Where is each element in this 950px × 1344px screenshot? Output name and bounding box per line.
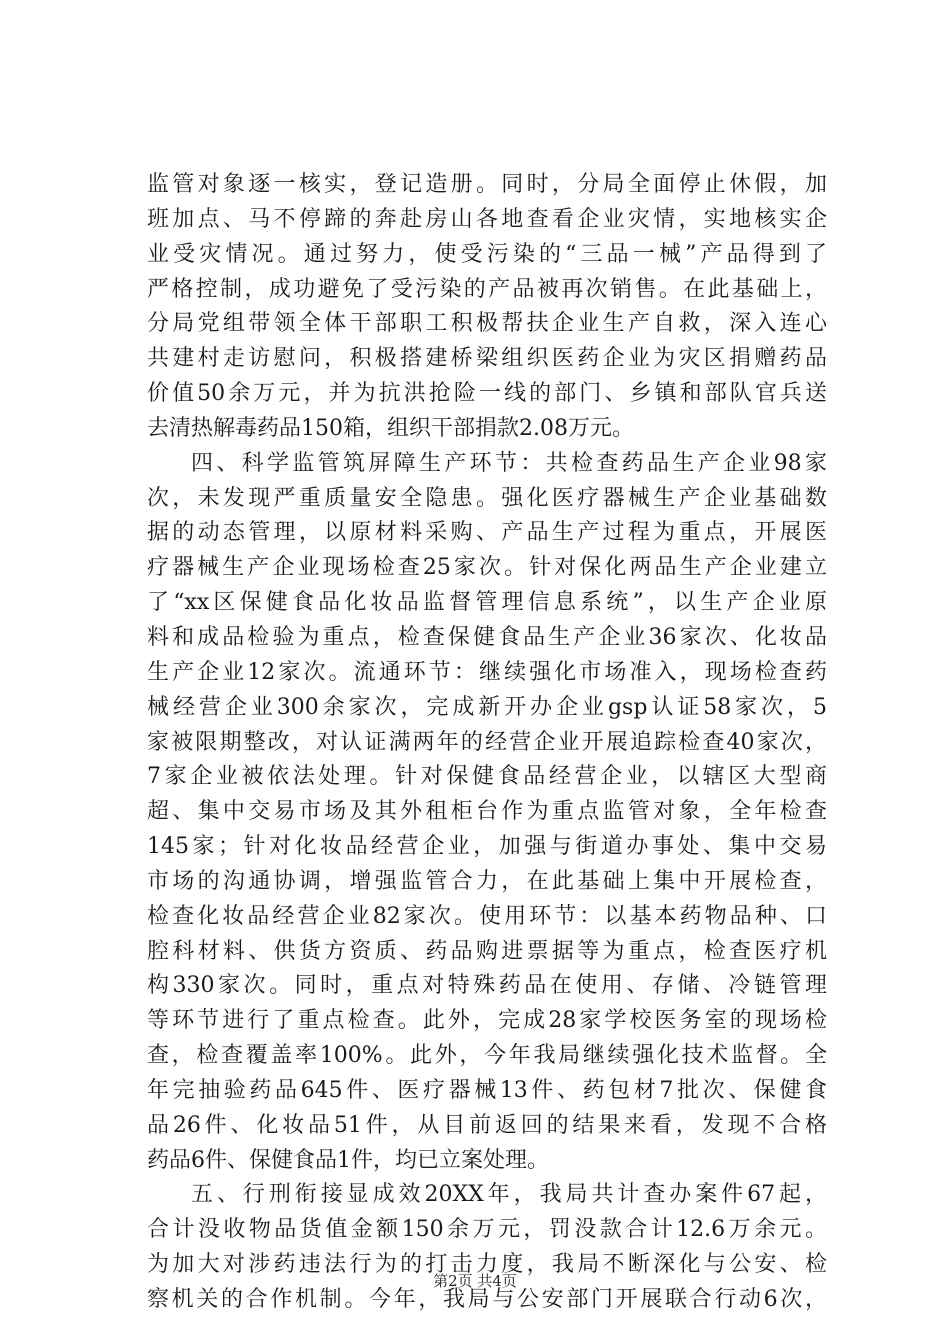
text-line: 料和成品检验为重点，检查保健食品生产企业36家次、化妆品	[147, 624, 827, 650]
text-line: 分局党组带领全体干部职工积极帮扶企业生产自救，深入连心	[147, 311, 827, 337]
text-line: 检查化妆品经营企业82家次。使用环节：以基本药物品种、口	[147, 903, 827, 929]
text-line: 四、科学监管筑屏障生产环节：共检查药品生产企业98家	[191, 450, 827, 476]
text-line: 价值50余万元，并为抗洪抢险一线的部门、乡镇和部队官兵送	[147, 381, 827, 407]
page-footer: 第2页 共4页	[433, 1272, 517, 1290]
text-line: 班加点、马不停蹄的奔赴房山各地查看企业灾情，实地核实企	[147, 206, 827, 232]
text-line: 疗器械生产企业现场检查25家次。针对保化两品生产企业建立	[147, 555, 827, 581]
text-line: 构330家次。同时，重点对特殊药品在使用、存储、冷链管理	[147, 973, 827, 999]
text-line: 据的动态管理，以原材料采购、产品生产过程为重点，开展医	[147, 520, 827, 546]
text-line: 查，检查覆盖率100%。此外，今年我局继续强化技术监督。全	[147, 1043, 827, 1069]
text-line: 腔科材料、供货方资质、药品购进票据等为重点，检查医疗机	[147, 938, 827, 964]
text-line: 察机关的合作机制。今年，我局与公安部门开展联合行动6次，	[147, 1287, 827, 1312]
text-line: 次，未发现严重质量安全隐患。强化医疗器械生产企业基础数	[147, 485, 827, 511]
text-line: 共建村走访慰问，积极搭建桥梁组织医药企业为灾区捐赠药品	[147, 346, 827, 372]
text-line: 五、行刑衔接显成效20XX年，我局共计查办案件67起，	[191, 1182, 827, 1208]
text-line: 械经营企业300余家次，完成新开办企业gsp认证58家次，5	[147, 694, 827, 720]
text-line: 合计没收物品货值金额150余万元，罚没款合计12.6万余元。	[147, 1217, 827, 1243]
text-line: 145家；针对化妆品经营企业，加强与街道办事处、集中交易	[147, 834, 827, 860]
text-line: 严格控制，成功避免了受污染的产品被再次销售。在此基础上，	[147, 276, 827, 302]
text-line: 家被限期整改，对认证满两年的经营企业开展追踪检查40家次，	[147, 729, 827, 755]
text-line: 了“xx区保健食品化妆品监督管理信息系统”，以生产企业原	[147, 590, 827, 616]
text-line: 品26件、化妆品51件，从目前返回的结果来看，发现不合格	[147, 1112, 827, 1138]
text-line: 7家企业被依法处理。针对保健食品经营企业，以辖区大型商	[147, 764, 827, 790]
text-line: 药品6件、保健食品1件，均已立案处理。	[147, 1147, 549, 1173]
text-line: 超、集中交易市场及其外租柜台作为重点监管对象，全年检查	[147, 799, 827, 825]
text-line: 监管对象逐一核实，登记造册。同时，分局全面停止休假，加	[147, 172, 827, 197]
text-line: 年完抽验药品645件、医疗器械13件、药包材7批次、保健食	[147, 1077, 827, 1103]
text-line: 生产企业12家次。流通环节：继续强化市场准入，现场检查药	[147, 659, 827, 685]
text-line: 等环节进行了重点检查。此外，完成28家学校医务室的现场检	[147, 1008, 827, 1034]
body-text	[147, 168, 827, 1318]
text-line: 去清热解毒药品150箱，组织干部捐款2.08万元。	[147, 415, 634, 441]
text-line: 为加大对涉药违法行为的打击力度，我局不断深化与公安、检	[147, 1252, 827, 1278]
text-line: 业受灾情况。通过努力，使受污染的“三品一械”产品得到了	[147, 241, 827, 267]
text-line: 市场的沟通协调，增强监管合力，在此基础上集中开展检查，	[147, 868, 827, 894]
